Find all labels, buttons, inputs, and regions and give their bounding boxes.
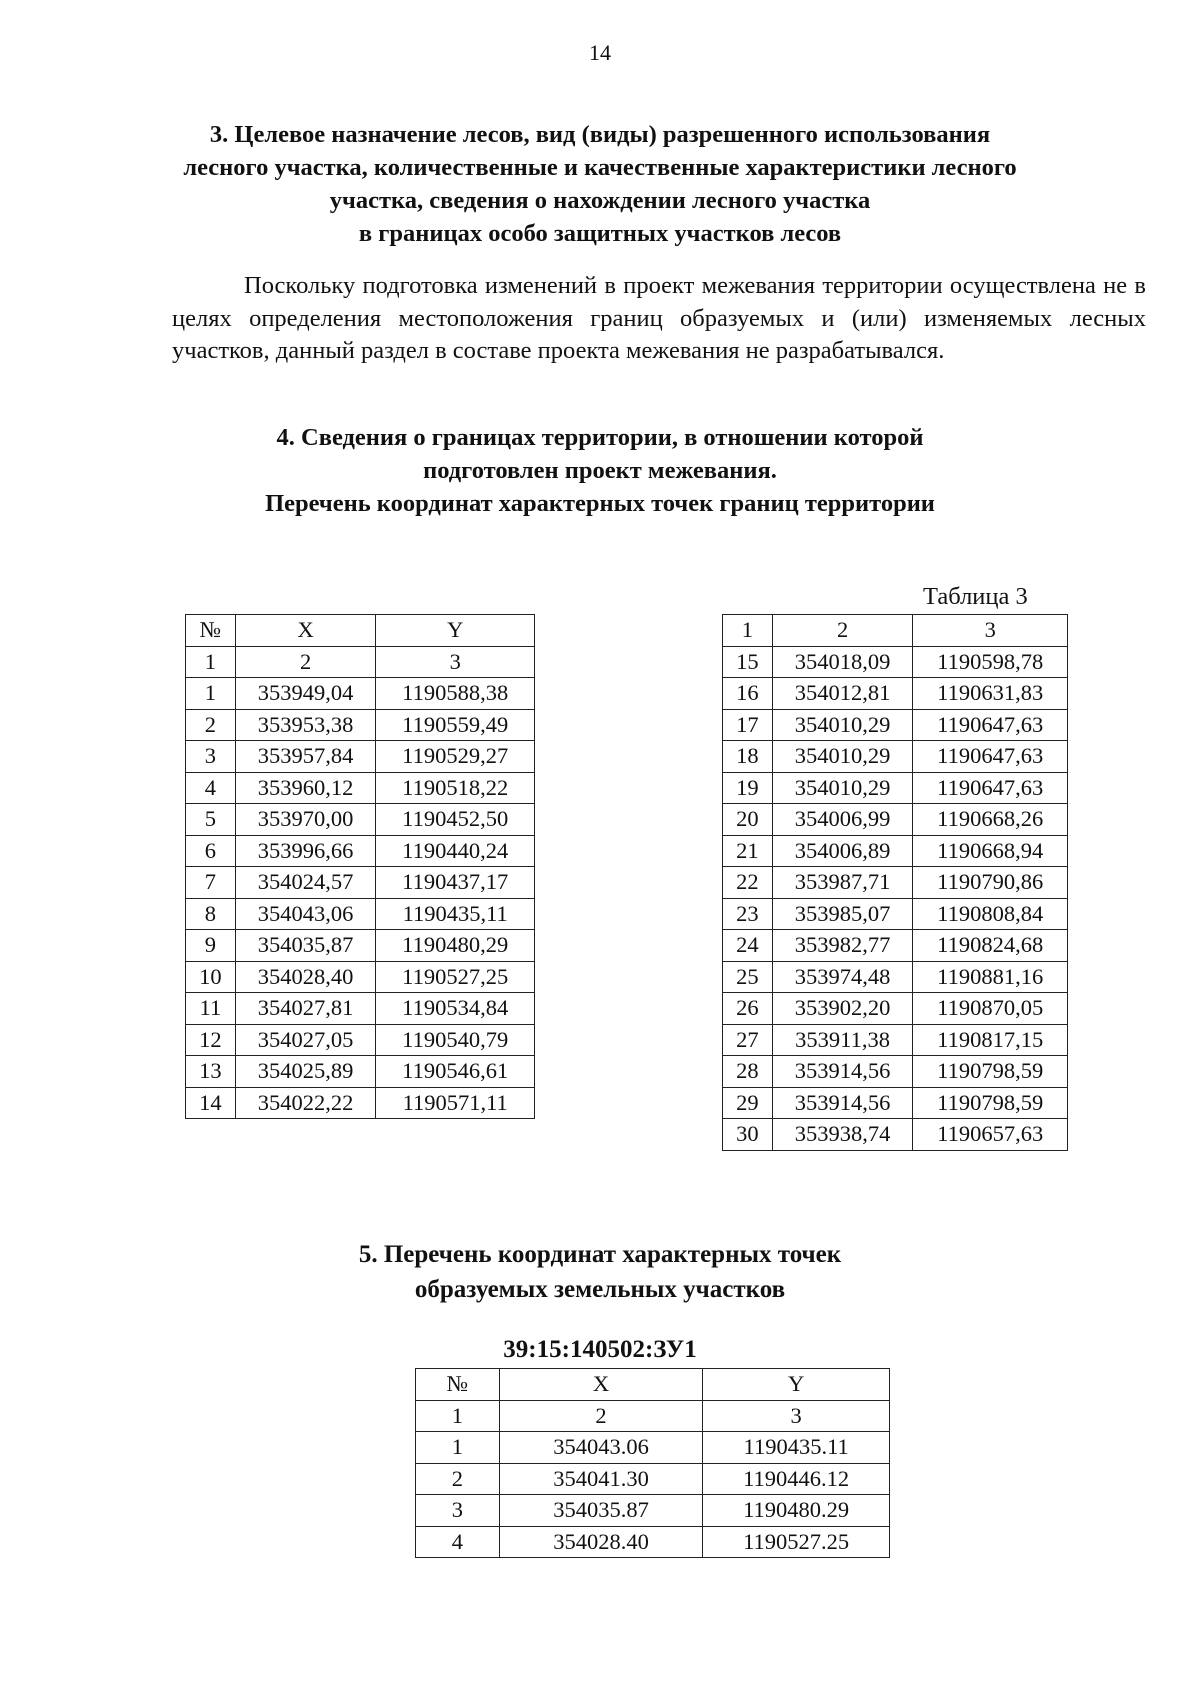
table-row xyxy=(723,1087,1068,1119)
index-cell: 2 xyxy=(499,1400,703,1432)
section3-heading-line: 3. Целевое назначение лесов, вид (виды) разрешенного использования xyxy=(209,121,991,148)
y-coordinate-cell: 1190631,83 xyxy=(913,678,1068,710)
x-coordinate-cell: 354006,89 xyxy=(772,835,913,867)
table-index-row xyxy=(723,615,1068,647)
table-row xyxy=(186,1087,535,1119)
point-number-cell: 24 xyxy=(723,930,773,962)
y-coordinate-cell: 1190452,50 xyxy=(376,804,535,836)
table-row xyxy=(723,678,1068,710)
x-coordinate-cell: 353957,84 xyxy=(235,741,376,773)
table-row xyxy=(186,1056,535,1088)
section4-heading-line: подготовлен проект межевания. xyxy=(423,457,777,484)
table-row xyxy=(723,1024,1068,1056)
y-coordinate-cell: 1190437,17 xyxy=(376,867,535,899)
x-coordinate-cell: 353914,56 xyxy=(772,1056,913,1088)
table-row xyxy=(186,898,535,930)
point-number-cell: 3 xyxy=(416,1495,500,1527)
point-number-cell: 9 xyxy=(186,930,236,962)
header-number: № xyxy=(186,615,236,647)
point-number-cell: 20 xyxy=(723,804,773,836)
y-coordinate-cell: 1190435.11 xyxy=(703,1432,890,1464)
y-coordinate-cell: 1190518,22 xyxy=(376,772,535,804)
y-coordinate-cell: 1190598,78 xyxy=(913,646,1068,678)
point-number-cell: 1 xyxy=(186,678,236,710)
point-number-cell: 26 xyxy=(723,993,773,1025)
point-number-cell: 13 xyxy=(186,1056,236,1088)
index-cell: 2 xyxy=(235,646,376,678)
index-cell: 1 xyxy=(723,615,773,647)
y-coordinate-cell: 1190480,29 xyxy=(376,930,535,962)
x-coordinate-cell: 354035,87 xyxy=(235,930,376,962)
y-coordinate-cell: 1190657,63 xyxy=(913,1119,1068,1151)
index-cell: 3 xyxy=(376,646,535,678)
x-coordinate-cell: 354025,89 xyxy=(235,1056,376,1088)
table-row xyxy=(186,867,535,899)
x-coordinate-cell: 354028.40 xyxy=(499,1526,703,1558)
table-index-row xyxy=(416,1400,890,1432)
table-row xyxy=(416,1526,890,1558)
y-coordinate-cell: 1190529,27 xyxy=(376,741,535,773)
point-number-cell: 25 xyxy=(723,961,773,993)
point-number-cell: 15 xyxy=(723,646,773,678)
point-number-cell: 23 xyxy=(723,898,773,930)
point-number-cell: 19 xyxy=(723,772,773,804)
point-number-cell: 22 xyxy=(723,867,773,899)
point-number-cell: 1 xyxy=(416,1432,500,1464)
x-coordinate-cell: 354010,29 xyxy=(772,772,913,804)
x-coordinate-cell: 353911,38 xyxy=(772,1024,913,1056)
x-coordinate-cell: 354027,81 xyxy=(235,993,376,1025)
point-number-cell: 2 xyxy=(186,709,236,741)
header-y: Y xyxy=(376,615,535,647)
table-header-row xyxy=(186,615,535,647)
section3-heading-line: в границах особо защитных участков лесов xyxy=(358,220,842,247)
section3-paragraph-text: Поскольку подготовка изменений в проект межевания территории осуществлена не в целях определения местоположения границ образуемых и (или) изменяемых лесных участков, данный раздел в составе проекта межевания не разрабатывался. xyxy=(172,272,1146,364)
y-coordinate-cell: 1190588,38 xyxy=(376,678,535,710)
x-coordinate-cell: 354010,29 xyxy=(772,709,913,741)
x-coordinate-cell: 353938,74 xyxy=(772,1119,913,1151)
table-row xyxy=(186,993,535,1025)
y-coordinate-cell: 1190817,15 xyxy=(913,1024,1068,1056)
table-row xyxy=(723,867,1068,899)
table-row xyxy=(723,1056,1068,1088)
section3-paragraph xyxy=(172,270,1146,368)
point-number-cell: 12 xyxy=(186,1024,236,1056)
x-coordinate-cell: 354006,99 xyxy=(772,804,913,836)
x-coordinate-cell: 354027,05 xyxy=(235,1024,376,1056)
header-x: X xyxy=(235,615,376,647)
point-number-cell: 4 xyxy=(416,1526,500,1558)
x-coordinate-cell: 354012,81 xyxy=(772,678,913,710)
point-number-cell: 14 xyxy=(186,1087,236,1119)
table-row xyxy=(723,646,1068,678)
x-coordinate-cell: 353902,20 xyxy=(772,993,913,1025)
index-cell: 1 xyxy=(186,646,236,678)
header-x: X xyxy=(499,1369,703,1401)
x-coordinate-cell: 353996,66 xyxy=(235,835,376,867)
point-number-cell: 10 xyxy=(186,961,236,993)
x-coordinate-cell: 353949,04 xyxy=(235,678,376,710)
table-caption: Таблица 3 xyxy=(923,583,1028,610)
parcel-coordinates-table xyxy=(415,1368,890,1558)
table-row xyxy=(186,741,535,773)
point-number-cell: 21 xyxy=(723,835,773,867)
x-coordinate-cell: 354043.06 xyxy=(499,1432,703,1464)
x-coordinate-cell: 354028,40 xyxy=(235,961,376,993)
table-row xyxy=(186,804,535,836)
section3-heading-line: лесного участка, количественные и качественные характеристики лесного xyxy=(183,154,1017,181)
table-row xyxy=(186,961,535,993)
y-coordinate-cell: 1190790,86 xyxy=(913,867,1068,899)
x-coordinate-cell: 353914,56 xyxy=(772,1087,913,1119)
point-number-cell: 27 xyxy=(723,1024,773,1056)
point-number-cell: 3 xyxy=(186,741,236,773)
table-index-row xyxy=(186,646,535,678)
table-row xyxy=(186,930,535,962)
table-row xyxy=(723,741,1068,773)
index-cell: 3 xyxy=(703,1400,890,1432)
table-row xyxy=(723,709,1068,741)
section4-heading-line: Перечень координат характерных точек границ территории xyxy=(265,490,935,517)
table-row xyxy=(186,709,535,741)
index-cell: 2 xyxy=(772,615,913,647)
table-row xyxy=(186,835,535,867)
y-coordinate-cell: 1190881,16 xyxy=(913,961,1068,993)
y-coordinate-cell: 1190435,11 xyxy=(376,898,535,930)
section5-heading xyxy=(0,1237,1200,1307)
x-coordinate-cell: 353982,77 xyxy=(772,930,913,962)
table-row xyxy=(723,898,1068,930)
y-coordinate-cell: 1190824,68 xyxy=(913,930,1068,962)
point-number-cell: 17 xyxy=(723,709,773,741)
y-coordinate-cell: 1190808,84 xyxy=(913,898,1068,930)
section4-heading-line: 4. Сведения о границах территории, в отношении которой xyxy=(276,424,924,451)
x-coordinate-cell: 354018,09 xyxy=(772,646,913,678)
table-row xyxy=(723,772,1068,804)
y-coordinate-cell: 1190540,79 xyxy=(376,1024,535,1056)
point-number-cell: 11 xyxy=(186,993,236,1025)
section3-heading-line: участка, сведения о нахождении лесного участка xyxy=(329,187,871,214)
index-cell: 3 xyxy=(913,615,1068,647)
y-coordinate-cell: 1190480.29 xyxy=(703,1495,890,1527)
x-coordinate-cell: 354010,29 xyxy=(772,741,913,773)
x-coordinate-cell: 353953,38 xyxy=(235,709,376,741)
y-coordinate-cell: 1190668,26 xyxy=(913,804,1068,836)
y-coordinate-cell: 1190647,63 xyxy=(913,709,1068,741)
point-number-cell: 28 xyxy=(723,1056,773,1088)
y-coordinate-cell: 1190798,59 xyxy=(913,1056,1068,1088)
y-coordinate-cell: 1190571,11 xyxy=(376,1087,535,1119)
table-header-row xyxy=(416,1369,890,1401)
point-number-cell: 6 xyxy=(186,835,236,867)
x-coordinate-cell: 353960,12 xyxy=(235,772,376,804)
point-number-cell: 7 xyxy=(186,867,236,899)
x-coordinate-cell: 354041.30 xyxy=(499,1463,703,1495)
table-row xyxy=(723,961,1068,993)
table-row xyxy=(416,1432,890,1464)
table-row xyxy=(723,1119,1068,1151)
x-coordinate-cell: 354035.87 xyxy=(499,1495,703,1527)
y-coordinate-cell: 1190534,84 xyxy=(376,993,535,1025)
table-row xyxy=(186,1024,535,1056)
table-row xyxy=(723,993,1068,1025)
x-coordinate-cell: 353974,48 xyxy=(772,961,913,993)
table-row xyxy=(416,1495,890,1527)
page-number: 14 xyxy=(589,40,611,65)
table-row xyxy=(723,804,1068,836)
index-cell: 1 xyxy=(416,1400,500,1432)
point-number-cell: 30 xyxy=(723,1119,773,1151)
table-row xyxy=(723,930,1068,962)
y-coordinate-cell: 1190647,63 xyxy=(913,772,1068,804)
coordinates-table-right xyxy=(722,614,1068,1151)
coordinates-table-left xyxy=(185,614,535,1119)
point-number-cell: 16 xyxy=(723,678,773,710)
x-coordinate-cell: 354024,57 xyxy=(235,867,376,899)
x-coordinate-cell: 354022,22 xyxy=(235,1087,376,1119)
point-number-cell: 29 xyxy=(723,1087,773,1119)
y-coordinate-cell: 1190647,63 xyxy=(913,741,1068,773)
y-coordinate-cell: 1190870,05 xyxy=(913,993,1068,1025)
point-number-cell: 8 xyxy=(186,898,236,930)
x-coordinate-cell: 353985,07 xyxy=(772,898,913,930)
section3-heading xyxy=(0,118,1200,250)
table-row xyxy=(186,678,535,710)
y-coordinate-cell: 1190668,94 xyxy=(913,835,1068,867)
table-row xyxy=(723,835,1068,867)
point-number-cell: 5 xyxy=(186,804,236,836)
section5-heading-line: образуемых земельных участков xyxy=(414,1276,786,1303)
parcel-id-title: 39:15:140502:ЗУ1 xyxy=(503,1336,697,1363)
header-number: № xyxy=(416,1369,500,1401)
x-coordinate-cell: 353987,71 xyxy=(772,867,913,899)
y-coordinate-cell: 1190527,25 xyxy=(376,961,535,993)
point-number-cell: 18 xyxy=(723,741,773,773)
y-coordinate-cell: 1190440,24 xyxy=(376,835,535,867)
y-coordinate-cell: 1190446.12 xyxy=(703,1463,890,1495)
y-coordinate-cell: 1190546,61 xyxy=(376,1056,535,1088)
table-row xyxy=(186,772,535,804)
point-number-cell: 2 xyxy=(416,1463,500,1495)
y-coordinate-cell: 1190527.25 xyxy=(703,1526,890,1558)
table-row xyxy=(416,1463,890,1495)
x-coordinate-cell: 353970,00 xyxy=(235,804,376,836)
section5-heading-line: 5. Перечень координат характерных точек xyxy=(358,1241,842,1268)
section4-heading xyxy=(0,421,1200,520)
y-coordinate-cell: 1190798,59 xyxy=(913,1087,1068,1119)
y-coordinate-cell: 1190559,49 xyxy=(376,709,535,741)
header-y: Y xyxy=(703,1369,890,1401)
x-coordinate-cell: 354043,06 xyxy=(235,898,376,930)
point-number-cell: 4 xyxy=(186,772,236,804)
